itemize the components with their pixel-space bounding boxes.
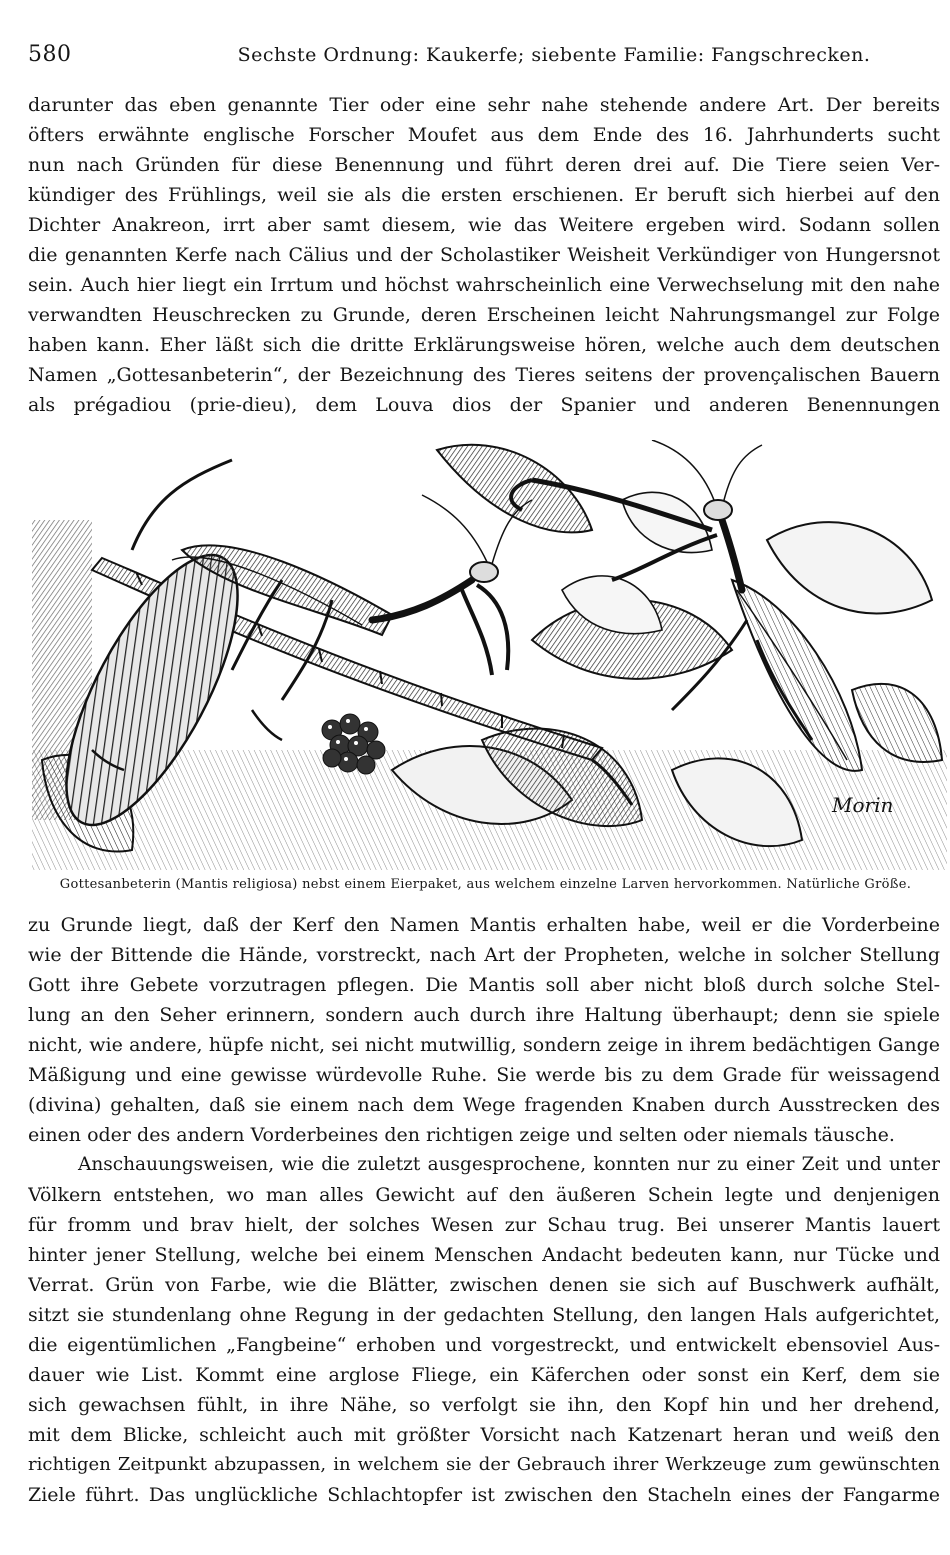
- text-line: öfters erwähnte englische Forscher Moufet aus dem Ende des 16. Jahrhunderts sucht: [28, 124, 940, 146]
- text-line: Verrat. Grün von Farbe, wie die Blätter, zwischen denen sie sich auf Buschwerk aufhält,: [28, 1274, 940, 1296]
- page-header: [28, 34, 940, 74]
- paragraph-1: [28, 90, 940, 420]
- running-head: Sechste Ordnung: Kaukerfe; siebente Familie: Fangschrecken.: [237, 44, 871, 66]
- artist-signature: Morin: [832, 793, 894, 817]
- text-line: dauer wie List. Kommt eine arglose Fliege, ein Käferchen oder sonst ein Kerf, dem sie: [28, 1364, 940, 1386]
- text-line: die genannten Kerfe nach Cälius und der Scholastiker Weisheit Verkündiger von Hungersnot: [28, 244, 940, 266]
- text-line: Gott ihre Gebete vorzutragen pflegen. Die Mantis soll aber nicht bloß durch solche Stel-: [28, 974, 940, 996]
- text-line: zu Grunde liegt, daß der Kerf den Namen Mantis erhalten habe, weil er die Vorderbeine: [28, 914, 940, 936]
- paragraph-2: [28, 910, 940, 1150]
- text-line: die eigentümlichen „Fangbeine“ erhoben und vorgestreckt, und entwickelt ebensoviel Aus-: [28, 1334, 940, 1356]
- text-line: haben kann. Eher läßt sich die dritte Erklärungsweise hören, welche auch dem deutschen: [28, 334, 940, 356]
- text-line: richtigen Zeitpunkt abzupassen, in welchem sie der Gebrauch ihrer Werkzeuge zum gewünschten: [28, 1454, 940, 1475]
- text-line: Ziele führt. Das unglückliche Schlachtopfer ist zwischen den Stacheln eines der Fangarme: [28, 1484, 940, 1506]
- text-line: Namen „Gottesanbeterin“, der Bezeichnung des Tieres seitens der provençalischen Bauern: [28, 364, 940, 386]
- text-line: darunter das eben genannte Tier oder eine sehr nahe stehende andere Art. Der bereits: [28, 94, 940, 116]
- figure-caption: Gottesanbeterin (Mantis religiosa) nebst einem Eierpaket, aus welchem einzelne Larven hervorkommen. Natürliche Größe.: [59, 877, 912, 892]
- text-line: einen oder des andern Vorderbeines den richtigen zeige und selten oder niemals täusche.: [28, 1124, 895, 1146]
- text-line: als prégadiou (prie-dieu), dem Louva dios der Spanier und anderen Benennungen: [28, 394, 940, 416]
- page-number: 580: [28, 42, 72, 67]
- text-line: hinter jener Stellung, welche bei einem Menschen Andacht bedeuten kann, nur Tücke und: [28, 1244, 940, 1266]
- text-line: Mäßigung und eine gewisse würdevolle Ruhe. Sie werde bis zu dem Grade für weissagend: [28, 1064, 940, 1086]
- text-line: sein. Auch hier liegt ein Irrtum und höchst wahrscheinlich eine Verwechselung mit den nahe: [28, 274, 940, 296]
- text-line: (divina) gehalten, daß sie einem nach dem Wege fragenden Knaben durch Ausstrecken des: [28, 1094, 940, 1116]
- text-line: kündiger des Frühlings, weil sie als die ersten erschienen. Er beruft sich hierbei auf den: [28, 184, 940, 206]
- text-line: nun nach Gründen für diese Benennung und führt deren drei auf. Die Tiere seien Ver-: [28, 154, 940, 176]
- text-line: Anschauungsweisen, wie die zuletzt ausgesprochene, konnten nur zu einer Zeit und unter: [78, 1154, 940, 1175]
- text-line: verwandten Heuschrecken zu Grunde, deren Erscheinen leicht Nahrungsmangel zur Folge: [28, 304, 940, 326]
- text-line: mit dem Blicke, schleicht auch mit größter Vorsicht nach Katzenart heran und weiß den: [28, 1424, 940, 1446]
- paragraph-3: [28, 1150, 940, 1510]
- text-line: sitzt sie stundenlang ohne Regung in der gedachten Stellung, den langen Hals aufgerichtet,: [28, 1304, 940, 1326]
- text-line: sich gewachsen fühlt, in ihre Nähe, so verfolgt sie ihn, den Kopf hin und her drehend,: [28, 1394, 940, 1416]
- text-line: nicht, wie andere, hüpfe nicht, sei nicht mutwillig, sondern zeige in ihrem bedächtigen Gange: [28, 1034, 940, 1056]
- text-line: Dichter Anakreon, irrt aber samt diesem, wie das Weitere ergeben wird. Sodann sollen: [28, 214, 940, 236]
- text-line: wie der Bittende die Hände, vorstreckt, nach Art der Propheten, welche in solcher Stellung: [28, 944, 940, 966]
- text-line: für fromm und brav hielt, der solches Wesen zur Schau trug. Bei unserer Mantis lauert: [28, 1214, 940, 1236]
- text-line: Völkern entstehen, wo man alles Gewicht auf den äußeren Schein legte und denjenigen: [28, 1184, 940, 1206]
- text-line: lung an den Seher erinnern, sondern auch durch ihre Haltung überhaupt; denn sie spiele: [28, 1004, 940, 1026]
- mantis-illustration: [32, 440, 947, 870]
